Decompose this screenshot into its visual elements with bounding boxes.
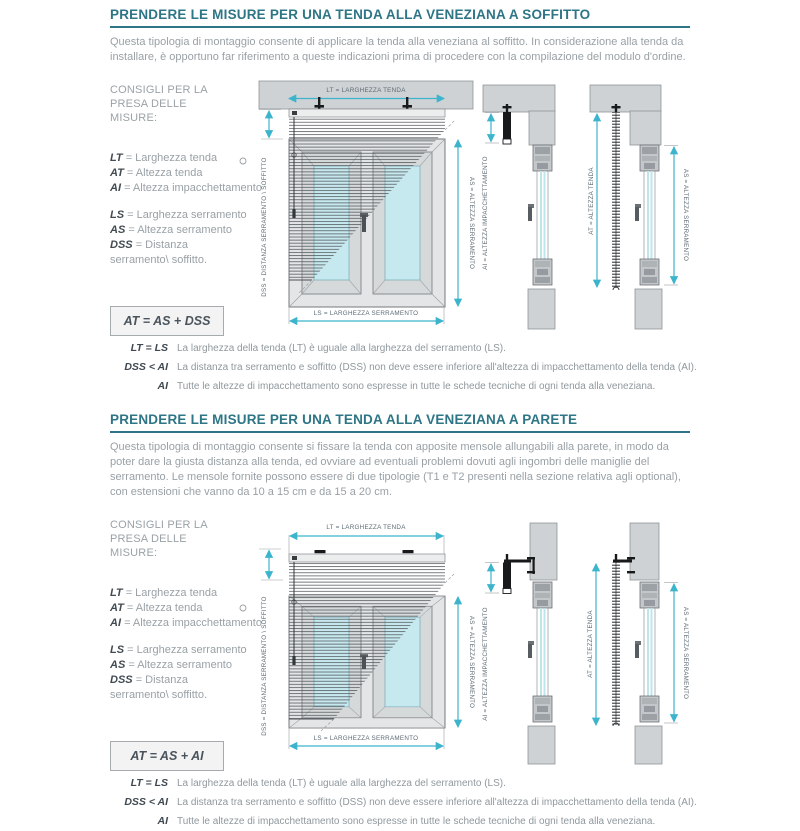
dashed-leader [445,574,454,583]
wall-section [630,111,661,145]
front-view-diagram [237,81,477,333]
notes-list [110,339,697,396]
wall-below [528,289,555,329]
note-term: DSS < AI [124,361,168,373]
measure-advice-column [110,81,262,333]
legend-term: DSS [110,674,133,686]
content-row [110,516,690,768]
legend-desc: = Distanza serramento\ soffitto. [110,239,208,266]
blind-headrail [289,109,445,117]
note-row [110,812,690,831]
note-row [110,774,690,793]
headrail-endcap [292,111,297,115]
advice-title: CONSIGLI PER LA PRESA DELLE MISURE: [110,519,208,559]
window-profile [528,145,552,285]
callout-circle-icon [240,158,246,164]
cord-tassel-icon [292,209,295,218]
legend-desc: = Altezza impacchettamento [124,617,262,629]
legend-desc: = Larghezza tenda [125,152,218,164]
section-intro: Questa tipologia di montaggio consente si fissare la tenda con apposite mensole allungabili alla parete, in modo da poter dare la giusta distanza alla tenda, ed ovviare ad eventuali problemi dovuti agli ingombri delle maniglie del serramento. Le mensole fornite possono essere di due tipologie (T1 e T2 presenti nella sezione relativa agli optional), con estensioni che vanno da 10 a 15 cm e da 15 a 20 cm. [110,441,681,498]
legend-desc: = Larghezza serramento [127,644,247,656]
legend-desc: = Altezza tenda [126,167,203,179]
formula-box: AT = AS + DSS [110,306,224,336]
legend-term: LT [110,152,123,164]
side-view-extended-diagram [580,81,692,333]
legend-desc: = Altezza serramento [128,659,232,671]
label-at: AT = ALTEZZA TENDA [588,167,595,235]
wall-below [635,289,662,329]
legend-desc: = Larghezza tenda [125,587,218,599]
legend-tenda [110,151,262,196]
note-text: Tutte le altezze di impacchettamento sono espresse in tutte le schede tecniche di ogni tenda alla veneziana. [177,381,656,392]
note-text: La distanza tra serramento e soffitto (DSS) non deve essere inferiore all'altezza di impacchettamento della tenda (AI). [177,362,697,373]
window-profile [635,582,659,722]
legend-desc: = Altezza serramento [128,224,232,236]
note-row [110,358,697,377]
note-term: DSS < AI [124,796,168,808]
advice-title: CONSIGLI PER LA PRESA DELLE MISURE: [110,84,208,124]
note-text: La larghezza della tenda (LT) è uguale alla larghezza del serramento (LS). [177,343,506,354]
wall-section [529,111,555,145]
label-at: AT = ALTEZZA TENDA [587,610,594,678]
cord-tassel-icon [292,656,295,665]
legend-term: LT [110,587,123,599]
note-text: La distanza tra serramento e soffitto (DSS) non deve essere inferiore all'altezza di impacchettamento della tenda (AI). [177,797,697,808]
ceiling-slab [590,85,661,112]
note-term: AI [157,815,168,827]
section-parete [110,412,697,831]
ceiling-slab [259,81,473,109]
window-profile [528,582,552,722]
wall-below [528,726,555,764]
legend-term: AI [110,617,121,629]
section-title: PRENDERE LE MISURE PER UNA TENDA ALLA VENEZIANA A SOFFITTO [110,7,690,28]
label-dss: DSS = DISTANZA SERRAMENTO \ SOFFITTO [261,157,268,297]
note-text: Tutte le altezze di impacchettamento sono espresse in tutte le schede tecniche di ogni tenda alla veneziana. [177,816,656,827]
legend-serramento [110,643,247,703]
callout-circle-icon [240,605,246,611]
legend-term: LS [110,644,125,656]
front-view-diagram [237,516,477,768]
label-dss: DSS = DISTANZA SERRAMENTO \ SOFFITTO [261,596,268,736]
packed-blind-icon [503,563,511,594]
label-as: AS = ALTEZZA SERRAMENTO [682,606,689,700]
label-as: AS = ALTEZZA SERRAMENTO [468,615,475,709]
legend-tenda [110,586,262,631]
note-row [110,377,690,396]
wall-below [635,726,662,764]
legend-term: AT [110,167,124,179]
side-view-packed-diagram [477,81,580,333]
chain-hook-icon [613,287,619,290]
label-ai: AI = ALTEZZA IMPACCHETTAMENTO [482,156,489,270]
note-row [110,339,690,358]
mount-bracket-icon [315,550,414,553]
diagram-group [237,81,692,333]
legend-term: AI [110,182,121,194]
side-view-extended-diagram [580,516,692,768]
note-text: La larghezza della tenda (LT) è uguale alla larghezza del serramento (LS). [177,778,506,789]
legend-desc: = Altezza tenda [126,602,203,614]
extended-blind-icon [612,563,620,727]
legend-desc: = Altezza impacchettamento [124,182,262,194]
legend-term: LS [110,209,125,221]
legend-term: AT [110,602,124,614]
legend-term: AS [110,224,126,236]
side-view-packed-diagram [477,516,580,768]
dashed-leader [445,121,454,130]
note-term: LT = LS [130,777,168,789]
extended-blind-icon [612,104,621,290]
legend-term: AS [110,659,126,671]
legend-serramento [110,208,247,268]
label-as: AS = ALTEZZA SERRAMENTO [468,176,475,270]
note-term: LT = LS [130,342,168,354]
legend-desc: = Larghezza serramento [127,209,247,221]
content-row [110,81,690,333]
note-row [110,793,697,812]
section-title: PRENDERE LE MISURE PER UNA TENDA ALLA VENEZIANA A PARETE [110,412,690,433]
ceiling-slab [483,85,555,112]
section-soffitto [110,0,697,396]
formula-box: AT = AS + AI [110,741,224,771]
headrail-endcap [292,556,297,560]
notes-list [110,774,697,831]
label-ai: AI = ALTEZZA IMPACCHETTAMENTO [482,607,489,721]
measure-advice-column [110,516,262,768]
label-as: AS = ALTEZZA SERRAMENTO [682,168,689,262]
note-term: AI [157,380,168,392]
legend-term: DSS [110,239,133,251]
window-profile [635,145,659,285]
section-intro: Questa tipologia di montaggio consente di applicare la tenda alla veneziana al soffitto. In considerazione alla tenda da installare, è opportuno far riferimento a queste indicazioni prima di procedere con la compilazione del modulo d'ordine. [110,36,686,63]
diagram-group [237,516,692,768]
label-lt: LT = LARGHEZZA TENDA [326,524,406,531]
label-lt: LT = LARGHEZZA TENDA [326,87,406,94]
blind-headrail [289,554,445,562]
label-ls: LS = LARGHEZZA SERRAMENTO [313,735,419,742]
legend-desc: = Distanza serramento\ soffitto. [110,674,208,701]
label-ls: LS = LARGHEZZA SERRAMENTO [313,310,419,317]
